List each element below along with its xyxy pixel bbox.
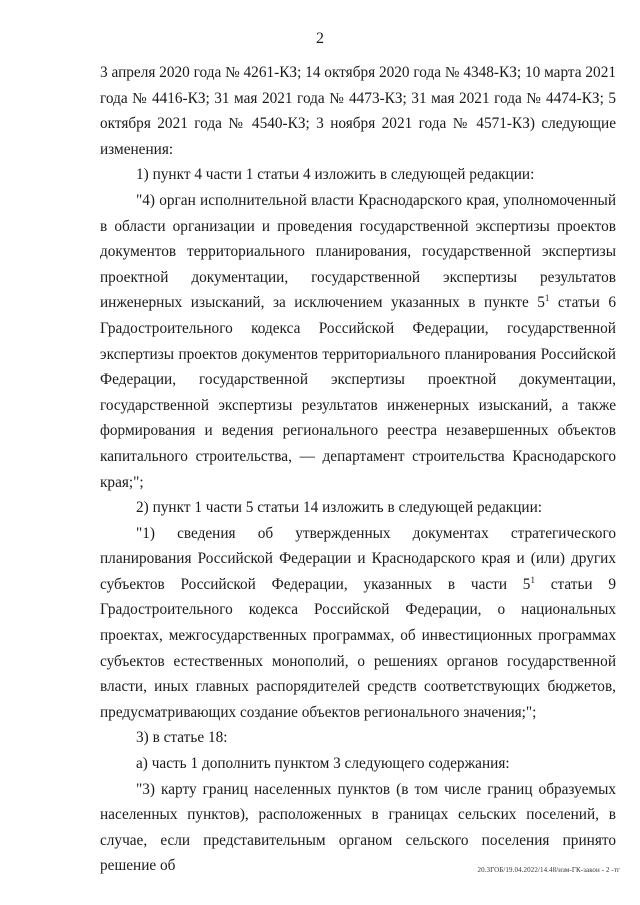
document-body — [100, 60, 616, 879]
paragraph-item-1: 1) пункт 4 части 1 статьи 4 изложить в следующей редакции: — [136, 166, 535, 184]
paragraph-item-3a-text: "3) карту границ населенных пунктов (в том числе границ образуемых населенных пунктов), расположенных в границах сельских поселений, в случае, если представительным органом сельского поселения принято решение об — [100, 780, 616, 875]
paragraph-item-3a: а) часть 1 дополнить пунктом 3 следующего содержания: — [136, 755, 510, 773]
paragraph-item-1-text — [100, 188, 616, 495]
paragraph-item-2-text-part-b: статьи 9 Градостроительного кодекса Российской Федерации, о национальных проектах, межгосударственных программах, об инвестиционных программах субъектов естественных монополий, о решениях органов государственной власти, иных главных распорядителей средств соответствующих бюджетов, предусматривающих создание объектов регионального значения;"; — [100, 575, 616, 721]
paragraph-item-1-text-part-b: статьи 6 Градостроительного кодекса Российской Федерации, государственной экспертизы проектов документов территориального планирования Российской Федерации, государственной экспертизы проектной документации, государственной экспертизы результатов инженерных изысканий, а также формирования и ведения регионального реестра незавершенных объектов капитального строительства, — департамент строительства Краснодарского края;"; — [100, 294, 616, 491]
footer-code: 20.3ГОБ/19.04.2022/14.48/изм-ГК-закон - 2 -тг — [477, 866, 620, 874]
paragraph-item-2-text — [100, 521, 616, 726]
paragraph-amendment-list: 3 апреля 2020 года № 4261-КЗ; 14 октября 2020 года № 4348-КЗ; 10 марта 2021 года № 4416-КЗ; 31 мая 2021 года № 4473-КЗ; 31 мая 2021 года № 4474-КЗ; 5 октября 2021 года № 4540-КЗ; 3 ноября 2021 года № 4571-КЗ) следующие изменения: — [100, 64, 616, 158]
paragraph-item-3: 3) в статье 18: — [136, 729, 228, 747]
paragraph-item-1-text-part-a: "4) орган исполнительной власти Краснодарского края, уполномоченный в области организации и проведения государственной экспертизы проектов документов территориального планирования, государственной экспертизы проектной документации, государственной экспертизы результатов инженерных изысканий, за исключением указанных в пункте 5 — [100, 191, 616, 312]
paragraph-item-2-text-part-a: "1) сведения об утвержденных документах стратегического планирования Российской Федерации и Краснодарского края и (или) других субъектов Российской Федерации, указанных в части 5 — [100, 524, 616, 593]
page-number: 2 — [316, 30, 324, 47]
paragraph-item-2: 2) пункт 1 части 5 статьи 14 изложить в следующей редакции: — [136, 499, 543, 517]
superscript-1: 1 — [530, 574, 535, 585]
superscript-1: 1 — [544, 293, 550, 304]
